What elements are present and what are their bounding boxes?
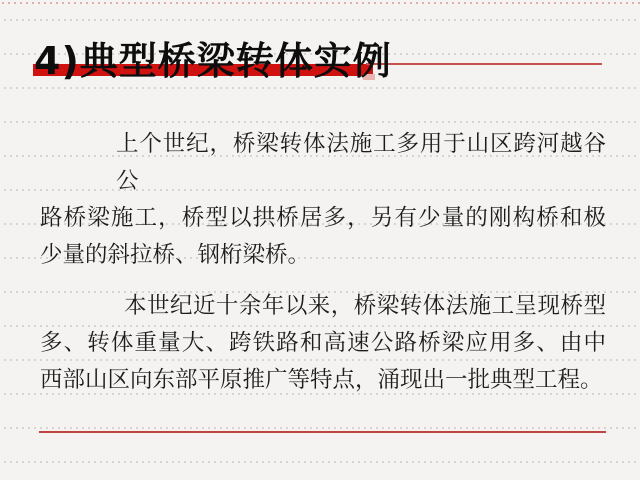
slide-title-area (0, 0, 640, 100)
body-line: 本世纪近十余年以来，桥梁转体法施工呈现桥型 (124, 293, 606, 319)
body-paragraph-1 (40, 126, 606, 274)
body-line: 多、转体重量大、跨铁路和高速公路桥梁应用多、由中 (40, 330, 606, 356)
body-line: 西部山区向东部平原推广等特点，涌现出一批典型工程。 (40, 367, 603, 393)
bottom-rule (39, 431, 606, 433)
title-accent-line (366, 63, 602, 65)
body-line: 路桥梁施工，桥型以拱桥居多，另有少量的刚构桥和极 (40, 205, 606, 231)
slide-body (40, 126, 606, 413)
slide-title: 4)典型桥梁转体实例 (34, 39, 392, 83)
body-line: 上个世纪，桥梁转体法施工多用于山区跨河越谷公 (116, 131, 606, 194)
body-line: 少量的斜拉桥、钢桁梁桥。 (40, 242, 311, 268)
body-paragraph-2 (40, 288, 606, 399)
